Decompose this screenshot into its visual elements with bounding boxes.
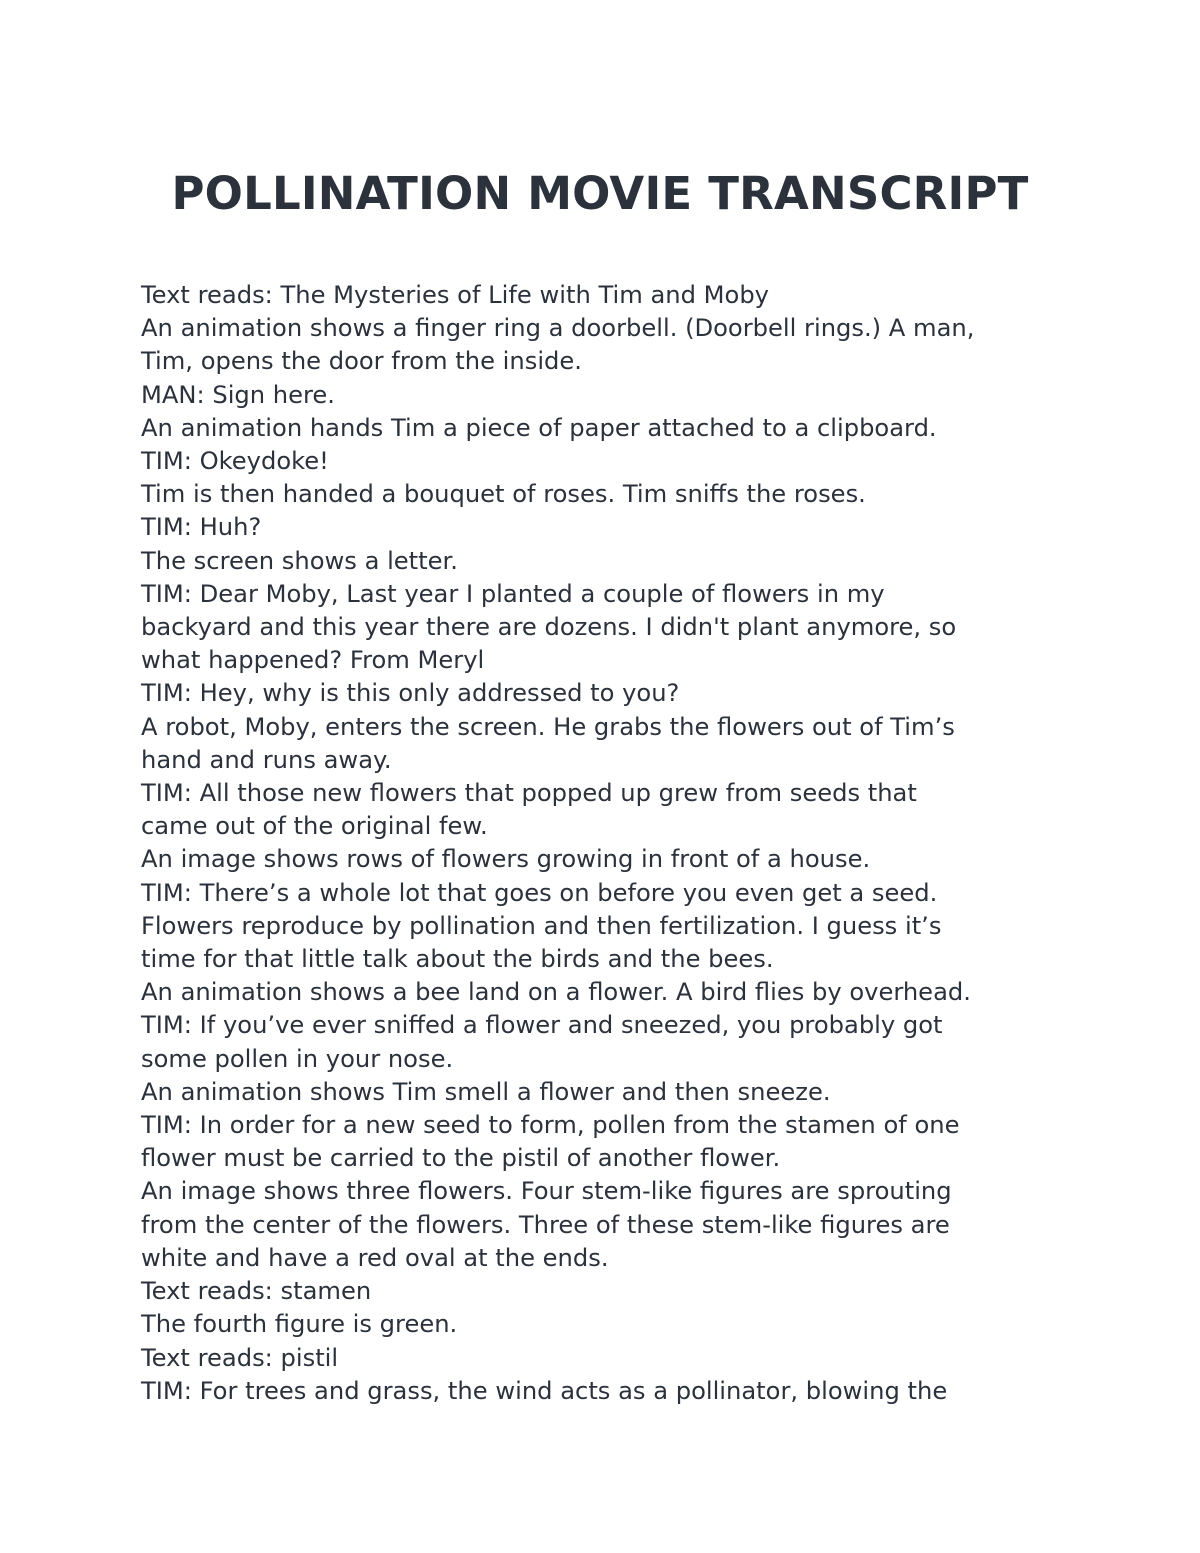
- transcript-line: A robot, Moby, enters the screen. He grabs the flowers out of Tim’s: [141, 712, 955, 741]
- transcript-line: An animation hands Tim a piece of paper attached to a clipboard.: [141, 413, 937, 442]
- transcript-line: Flowers reproduce by pollination and then fertilization. I guess it’s: [141, 911, 942, 940]
- transcript-line: Tim is then handed a bouquet of roses. Tim sniffs the roses.: [141, 480, 866, 509]
- transcript-line: time for that little talk about the birds and the bees.: [141, 945, 774, 974]
- transcript-line: Tim, opens the door from the inside.: [141, 347, 582, 376]
- transcript-line: The screen shows a letter.: [141, 546, 458, 575]
- transcript-line: TIM: If you’ve ever sniffed a flower and sneezed, you probably got: [141, 1011, 943, 1040]
- transcript-line: An animation shows a finger ring a doorbell. (Doorbell rings.) A man,: [141, 314, 975, 343]
- transcript-line: TIM: Okeydoke!: [141, 447, 329, 476]
- transcript-line: hand and runs away.: [141, 745, 392, 774]
- transcript-line: TIM: Dear Moby, Last year I planted a couple of flowers in my: [141, 579, 885, 608]
- transcript-line: some pollen in your nose.: [141, 1044, 454, 1073]
- transcript-line: TIM: All those new flowers that popped up grew from seeds that: [141, 779, 917, 808]
- transcript-line: Text reads: pistil: [141, 1343, 339, 1372]
- document-title: POLLINATION MOVIE TRANSCRIPT: [171, 167, 1029, 220]
- transcript-line: white and have a red oval at the ends.: [141, 1243, 609, 1272]
- transcript-line: An image shows rows of flowers growing in front of a house.: [141, 845, 871, 874]
- transcript-line: backyard and this year there are dozens. I didn't plant anymore, so: [141, 613, 957, 642]
- transcript-line: An animation shows Tim smell a flower and then sneeze.: [141, 1077, 831, 1106]
- transcript-line: flower must be carried to the pistil of another flower.: [141, 1144, 781, 1173]
- transcript-body: [141, 279, 1081, 1408]
- transcript-line: TIM: Huh?: [141, 513, 262, 542]
- transcript-line: MAN: Sign here.: [141, 380, 335, 409]
- transcript-line: what happened? From Meryl: [141, 646, 485, 675]
- transcript-line: TIM: For trees and grass, the wind acts as a pollinator, blowing the: [141, 1376, 948, 1405]
- transcript-line: came out of the original few.: [141, 812, 488, 841]
- transcript-line: Text reads: The Mysteries of Life with Tim and Moby: [141, 281, 769, 309]
- transcript-line: TIM: There’s a whole lot that goes on before you even get a seed.: [141, 878, 938, 907]
- transcript-line: An animation shows a bee land on a flower. A bird flies by overhead.: [141, 978, 971, 1007]
- transcript-line: from the center of the flowers. Three of these stem-like figures are: [141, 1210, 950, 1239]
- transcript-line: Text reads: stamen: [141, 1277, 372, 1306]
- transcript-line: An image shows three flowers. Four stem-like figures are sprouting: [141, 1177, 952, 1206]
- transcript-line: TIM: Hey, why is this only addressed to you?: [141, 679, 680, 708]
- transcript-line: TIM: In order for a new seed to form, pollen from the stamen of one: [141, 1111, 960, 1140]
- transcript-line: The fourth figure is green.: [141, 1310, 458, 1339]
